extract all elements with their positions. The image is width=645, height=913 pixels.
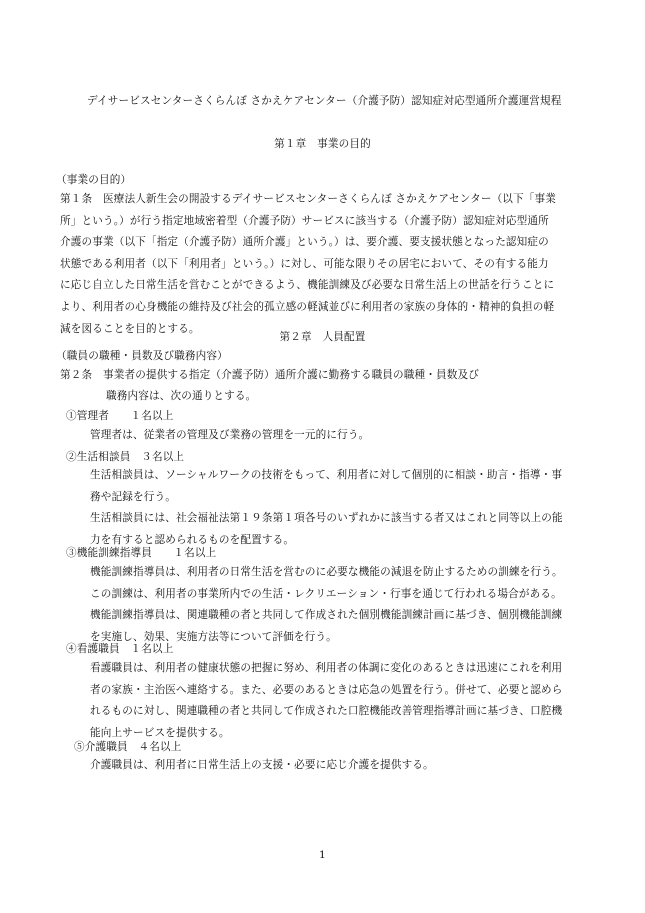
article-1-line: 減を図ることを目的とする。 — [60, 322, 200, 335]
nurse-line: 看護職員は、利用者の健康状態の把握に努め、利用者の体調に変化のあるときは迅速にこれを利用 — [90, 662, 563, 674]
document-title: デイサービスセンターさくらんぼ さかえケアセンター（介護予防）認知症対応型通所介護運営規程 — [87, 95, 562, 107]
counselor-description — [90, 465, 563, 551]
article-1-line: より、利用者の心身機能の維持及び社会的孤立感の軽減並びに利用者の家族の身体的・精神的負担の軽 — [60, 300, 555, 313]
nurse-heading: ④看護職員 １名以上 — [66, 643, 174, 655]
chapter-2-heading: 第２章 人員配置 — [279, 331, 366, 343]
nurse-line: 者の家族・主治医へ連絡する。また、必要のあるときは応急の処置を行う。併せて、必要と認めら — [90, 683, 563, 696]
manager-line: 管理者は、従業者の管理及び業務の管理を一元的に行う。 — [90, 429, 370, 441]
trainer-line: を実施し、効果、実施方法等について評価を行う。 — [90, 630, 337, 643]
manager-description — [90, 425, 369, 447]
nurse-line: れるものに対し、関連職種の者と共同して作成された口腔機能改善管理指導計画に基づき、口腔機 — [90, 705, 563, 718]
chapter-1-heading: 第１章 事業の目的 — [274, 138, 371, 150]
manager-heading: ①管理者 １名以上 — [66, 410, 174, 422]
caregiver-description — [90, 755, 434, 777]
counselor-line: 務や記録を行う。 — [90, 490, 176, 503]
trainer-heading: ③機能訓練指導員 １名以上 — [66, 547, 217, 559]
section-staff-heading: （職員の職種・員数及び職務内容） — [56, 350, 228, 362]
counselor-line: 生活相談員は、ソーシャルワークの技術をもって、利用者に対して個別的に相談・助言・指導・事 — [90, 469, 563, 481]
trainer-line: この訓練は、利用者の事業所内での生活・レクリエーション・行事を通じて行われる場合がある。 — [90, 587, 562, 600]
caregiver-heading: ⑤介護職員 ４名以上 — [74, 741, 182, 753]
article-1-line: 所」という。）が行う指定地域密着型（介護予防）サービスに該当する（介護予防）認知症対応型通所 — [60, 214, 549, 227]
nurse-line: 能向上サービスを提供する。 — [90, 726, 230, 739]
trainer-line: 機能訓練指導員は、関連職種の者と共同して作成された個別機能訓練計画に基づき、個別機能訓練 — [90, 609, 563, 622]
article-1-line: 介護の事業（以下「指定（介護予防）通所介護」という。）は、要介護、要支援状態となった認知症の — [60, 236, 549, 249]
caregiver-line: 介護職員は、利用者に日常生活上の支援・必要に応じ介護を提供する。 — [90, 759, 434, 771]
nurse-description — [90, 658, 563, 744]
article-1 — [60, 189, 556, 340]
article-1-line: 第１条 医療法人新生会の開設するデイサービスセンターさくらんぼ さかえケアセンター（以下「事業 — [60, 193, 557, 205]
section-purpose-heading: （事業の目的） — [56, 174, 132, 186]
article-1-line: に応じ自立した日常生活を営むことができるよう、機能訓練及び必要な日常生活上の世話を行うことに — [60, 279, 555, 292]
article-2-line: 職務内容は、次の通りとする。 — [106, 390, 257, 402]
trainer-description — [90, 562, 563, 648]
counselor-line: 力を有すると認められるものを配置する。 — [90, 533, 295, 546]
trainer-line: 機能訓練指導員は、利用者の日常生活を営むのに必要な機能の減退を防止するための訓練を行う。 — [90, 566, 563, 578]
page-number: 1 — [319, 849, 326, 861]
counselor-line: 生活相談員には、社会福祉法第１９条第１項各号のいずれかに該当する者又はこれと同等以上の能 — [90, 512, 563, 525]
counselor-heading: ②生活相談員 ３名以上 — [66, 451, 185, 463]
article-2-line: 第２条 事業者の提供する指定（介護予防）通所介護に勤務する職員の職種・員数及び — [60, 369, 480, 381]
article-1-line: 状態である利用者（以下「利用者」という。）に対し、可能な限りその居宅において、その有する能力 — [60, 257, 549, 270]
